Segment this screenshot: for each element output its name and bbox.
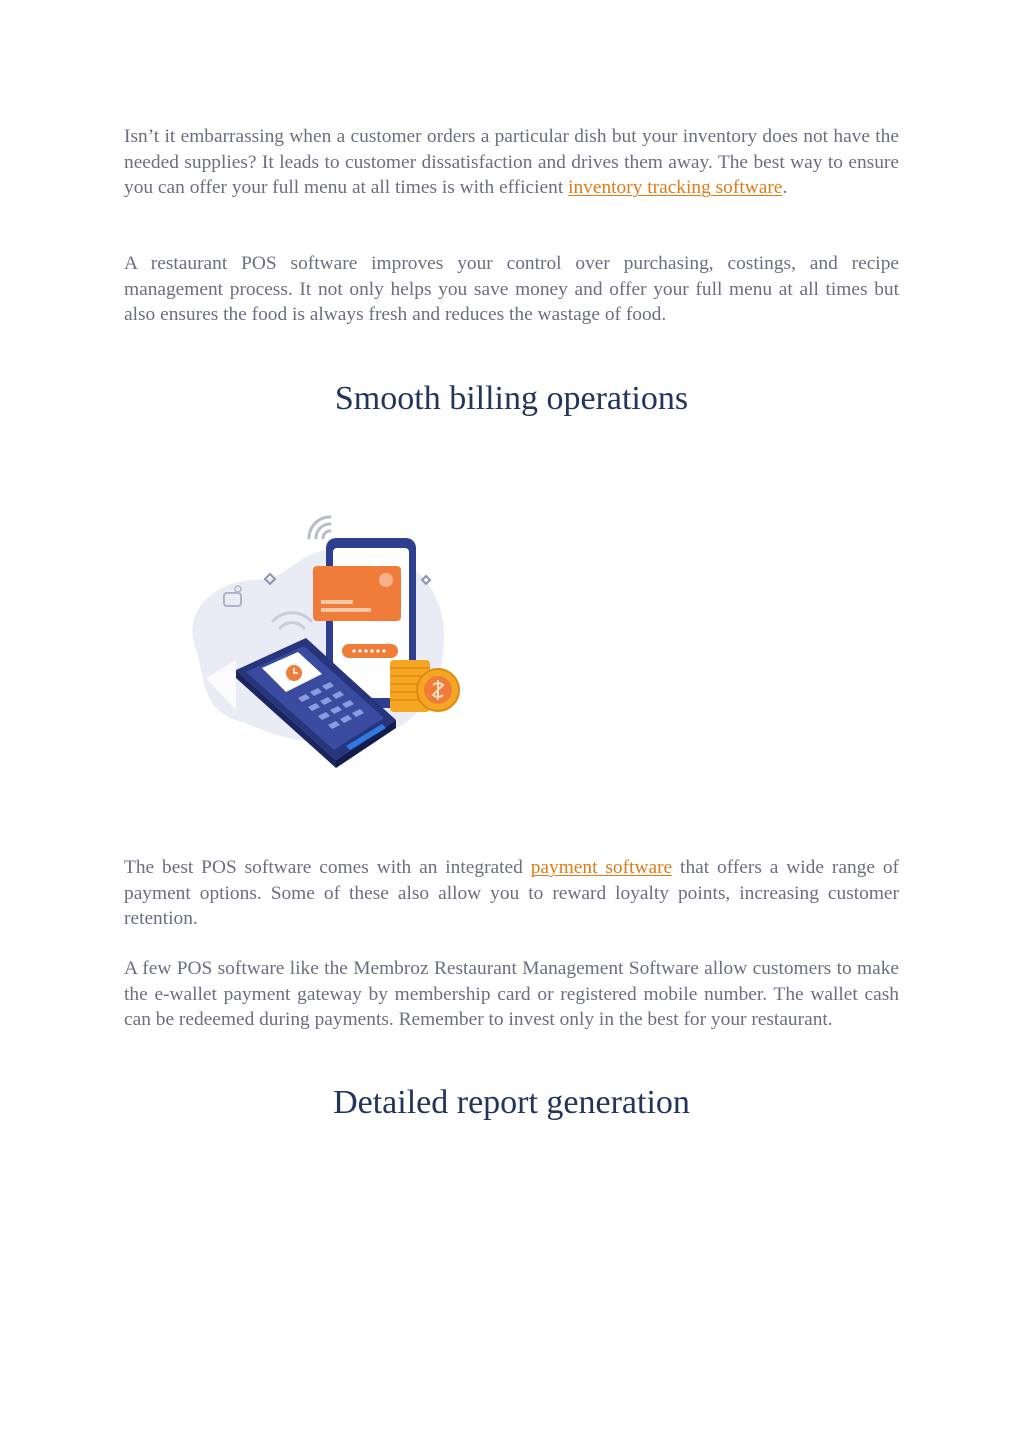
paragraph-inventory bbox=[124, 124, 899, 201]
inventory-tracking-link[interactable]: inventory tracking software bbox=[568, 177, 783, 199]
paragraph-pos-control bbox=[124, 251, 899, 328]
paragraph-text bbox=[124, 124, 899, 201]
heading-text: Smooth billing operations bbox=[334, 380, 689, 417]
paragraph-text-after: that offers a wide range of payment options. Some of these also allow you to reward loyalty points, increasing customer retention. bbox=[124, 857, 899, 930]
paragraph-text: A restaurant POS software improves your control over purchasing, costings, and recipe management process. It not only helps you save money and offer your full menu at all times but also ensures the food is always fresh and reduces the wastage of food. bbox=[124, 253, 899, 326]
section-heading-reports bbox=[124, 1083, 899, 1123]
section-heading-billing bbox=[124, 379, 899, 419]
paragraph-membroz bbox=[124, 956, 899, 1033]
pos-terminal-icon bbox=[176, 510, 466, 775]
pos-payment-illustration bbox=[176, 510, 466, 775]
paragraph-text-before: The best POS software comes with an integrated bbox=[124, 857, 531, 878]
paragraph-text-before: Isn’t it embarrassing when a customer orders a particular dish but your inventory does not have the needed supplies? It leads to customer dissatisfaction and drives them away. The best way to ensure you can offer your full menu at all times is with efficient bbox=[124, 126, 899, 199]
paragraph-payment bbox=[124, 855, 899, 932]
paragraph-text bbox=[124, 855, 899, 932]
paragraph-text: A few POS software like the Membroz Restaurant Management Software allow customers to make the e-wallet payment gateway by membership card or registered mobile number. The wallet cash can be redeemed during payments. Remember to invest only in the best for your restaurant. bbox=[124, 958, 899, 1031]
paragraph-text-after: . bbox=[782, 177, 788, 199]
payment-software-link[interactable]: payment software bbox=[530, 857, 673, 878]
heading-text: Detailed report generation bbox=[333, 1084, 690, 1121]
